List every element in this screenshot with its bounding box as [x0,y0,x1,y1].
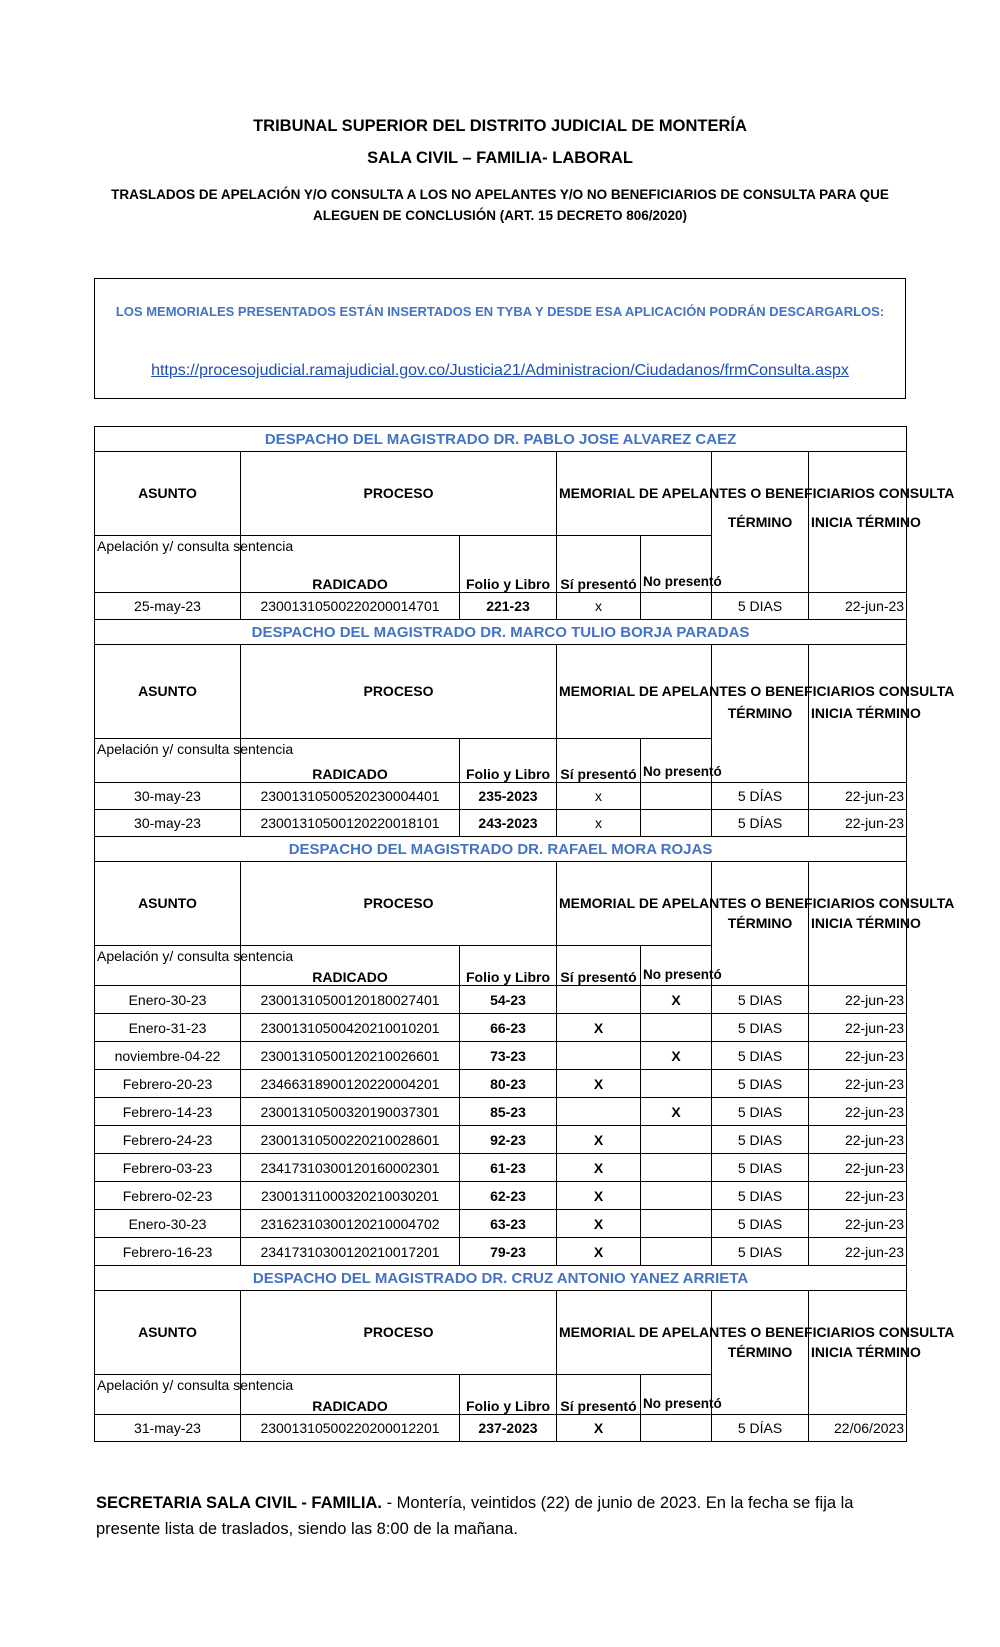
col-no: No presentó [641,536,712,593]
header-row [95,645,907,739]
cell-si: X [557,1182,641,1210]
cell-si: X [557,1238,641,1266]
info-note: LOS MEMORIALES PRESENTADOS ESTÁN INSERTADOS EN TYBA Y DESDE ESA APLICACIÓN PODRÁN DESCARGARLOS: [115,304,885,319]
table-row [95,783,907,810]
col-proceso: PROCESO [241,452,557,536]
cell-folio: 79-23 [460,1238,557,1266]
cell-no: X [641,986,712,1014]
col-radicado: RADICADO [241,536,460,593]
table-row [95,1098,907,1126]
cell-inicia: 22-jun-23 [809,1154,907,1182]
cell-inicia: 22/06/2023 [809,1415,907,1442]
cell-inicia: 22-jun-23 [809,1070,907,1098]
subtitle-line-2: ALEGUEN DE CONCLUSIÓN (ART. 15 DECRETO 806/2020) [312,208,688,223]
col-termino: TÉRMINO [712,452,809,593]
cell-fecha: 30-may-23 [95,783,241,810]
table-row [95,1210,907,1238]
col-radicado: RADICADO [241,946,460,986]
cell-termino: 5 DÍAS [712,810,809,837]
table-row [95,1415,907,1442]
cell-inicia: 22-jun-23 [809,1014,907,1042]
cell-termino: 5 DIAS [712,593,809,620]
cell-radicado: 23001310500120220018101 [241,810,460,837]
cell-no: X [641,1098,712,1126]
col-memorial: MEMORIAL DE APELANTES O BENEFICIARIOS CONSULTA [557,862,712,946]
cell-folio: 92-23 [460,1126,557,1154]
header-row [95,862,907,946]
col-no: No presentó [641,1375,712,1415]
footer-text: - Montería, veintidos (22) de junio de 2023. En la fecha se fija la presente lista de traslados, siendo las 8:00 de la mañana. [96,1494,854,1538]
cell-fecha: Febrero-20-23 [95,1070,241,1098]
cell-inicia: 22-jun-23 [809,1238,907,1266]
cell-si: X [557,1014,641,1042]
cell-fecha: Enero-30-23 [95,986,241,1014]
cell-fecha: 30-may-23 [95,810,241,837]
col-asunto: ASUNTO [95,862,241,946]
cell-inicia: 22-jun-23 [809,593,907,620]
table-row [95,1070,907,1098]
cell-no [641,1126,712,1154]
col-inicia: INICIA TÉRMINO [809,452,907,593]
table-row [95,810,907,837]
cell-fecha: 31-may-23 [95,1415,241,1442]
cell-si [557,1042,641,1070]
despacho-title: DESPACHO DEL MAGISTRADO DR. CRUZ ANTONIO YANEZ ARRIETA [95,1266,907,1291]
cell-no [641,1238,712,1266]
cell-radicado: 23001310500520230004401 [241,783,460,810]
col-no: No presentó [641,739,712,783]
col-folio: Folio y Libro [460,1375,557,1415]
table-row [95,1182,907,1210]
cell-inicia: 22-jun-23 [809,1098,907,1126]
col-asunto-sub: Apelación y/ consulta sentencia [95,739,241,783]
cell-fecha: Febrero-16-23 [95,1238,241,1266]
cell-si: x [557,593,641,620]
despacho-title-row [95,620,907,645]
col-memorial: MEMORIAL DE APELANTES O BENEFICIARIOS CONSULTA [557,452,712,536]
cell-termino: 5 DIAS [712,1042,809,1070]
cell-si: X [557,1415,641,1442]
cell-si [557,1098,641,1126]
col-proceso: PROCESO [241,1291,557,1375]
col-asunto-sub: Apelación y/ consulta sentencia [95,536,241,593]
cell-termino: 5 DIAS [712,1238,809,1266]
cell-folio: 85-23 [460,1098,557,1126]
col-asunto-sub: Apelación y/ consulta sentencia [95,1375,241,1415]
chamber-title: SALA CIVIL – FAMILIA- LABORAL [367,149,633,167]
cell-folio: 61-23 [460,1154,557,1182]
cell-radicado: 23162310300120210004702 [241,1210,460,1238]
table-row [95,1014,907,1042]
traslados-table [94,426,955,1442]
cell-folio: 235-2023 [460,783,557,810]
cell-termino: 5 DIAS [712,1126,809,1154]
cell-fecha: Enero-31-23 [95,1014,241,1042]
table-row [95,1238,907,1266]
cell-no: X [641,1042,712,1070]
cell-no [641,783,712,810]
col-si: Sí presentó [557,536,641,593]
table-row [95,1042,907,1070]
cell-si: X [557,1210,641,1238]
cell-fecha: Febrero-14-23 [95,1098,241,1126]
cell-si: X [557,1154,641,1182]
cell-termino: 5 DIAS [712,1210,809,1238]
cell-radicado: 23001310500320190037301 [241,1098,460,1126]
footer-lead: SECRETARIA SALA CIVIL - FAMILIA. [96,1494,383,1512]
cell-termino: 5 DÍAS [712,783,809,810]
col-proceso: PROCESO [241,862,557,946]
cell-inicia: 22-jun-23 [809,783,907,810]
col-termino: TÉRMINO [712,1291,809,1415]
col-folio: Folio y Libro [460,739,557,783]
cell-termino: 5 DIAS [712,1014,809,1042]
cell-radicado: 23001311000320210030201 [241,1182,460,1210]
cell-inicia: 22-jun-23 [809,1182,907,1210]
col-si: Sí presentó [557,739,641,783]
col-radicado: RADICADO [241,739,460,783]
cell-termino: 5 DIAS [712,1154,809,1182]
document-subtitle [0,184,1000,226]
col-asunto: ASUNTO [95,452,241,536]
footer-note [96,1490,916,1542]
header-row [95,452,907,536]
despacho-title-row [95,837,907,862]
table-row [95,593,907,620]
cell-fecha: noviembre-04-22 [95,1042,241,1070]
cell-radicado: 23001310500120180027401 [241,986,460,1014]
col-inicia: INICIA TÉRMINO [809,1291,907,1415]
cell-no [641,1014,712,1042]
cell-no [641,1210,712,1238]
col-no: No presentó [641,946,712,986]
despacho-title: DESPACHO DEL MAGISTRADO DR. PABLO JOSE ALVAREZ CAEZ [95,427,907,452]
cell-folio: 63-23 [460,1210,557,1238]
col-radicado: RADICADO [241,1375,460,1415]
cell-si: X [557,1126,641,1154]
cell-no [641,810,712,837]
cell-folio: 66-23 [460,1014,557,1042]
col-folio: Folio y Libro [460,946,557,986]
cell-termino: 5 DIAS [712,1098,809,1126]
col-memorial: MEMORIAL DE APELANTES O BENEFICIARIOS CONSULTA [557,645,712,739]
cell-termino: 5 DÍAS [712,1415,809,1442]
cell-no [641,593,712,620]
col-inicia: INICIA TÉRMINO [809,645,907,783]
cell-inicia: 22-jun-23 [809,1210,907,1238]
despacho-title-row [95,1266,907,1291]
cell-inicia: 22-jun-23 [809,1042,907,1070]
cell-radicado: 23001310500120210026601 [241,1042,460,1070]
cell-no [641,1070,712,1098]
cell-inicia: 22-jun-23 [809,986,907,1014]
cell-folio: 54-23 [460,986,557,1014]
col-folio: Folio y Libro [460,536,557,593]
table-row [95,1154,907,1182]
despacho-title: DESPACHO DEL MAGISTRADO DR. MARCO TULIO BORJA PARADAS [95,620,907,645]
cell-fecha: 25-may-23 [95,593,241,620]
col-termino: TÉRMINO [712,645,809,783]
cell-radicado: 23417310300120210017201 [241,1238,460,1266]
col-si: Sí presentó [557,946,641,986]
col-inicia: INICIA TÉRMINO [809,862,907,986]
cell-radicado: 23001310500220200014701 [241,593,460,620]
cell-si: X [557,1070,641,1098]
cell-folio: 237-2023 [460,1415,557,1442]
cell-inicia: 22-jun-23 [809,1126,907,1154]
col-proceso: PROCESO [241,645,557,739]
cell-inicia: 22-jun-23 [809,810,907,837]
header-row [95,1291,907,1375]
col-asunto: ASUNTO [95,1291,241,1375]
cell-si: x [557,810,641,837]
cell-folio: 73-23 [460,1042,557,1070]
cell-folio: 221-23 [460,593,557,620]
cell-no [641,1154,712,1182]
consulta-link[interactable]: https://procesojudicial.ramajudicial.gov.co/Justicia21/Administracion/Ciudadanos/frmConsulta.aspx [151,362,849,379]
table-row [95,1126,907,1154]
col-asunto-sub: Apelación y/ consulta sentencia [95,946,241,986]
cell-no [641,1182,712,1210]
cell-fecha: Febrero-03-23 [95,1154,241,1182]
cell-termino: 5 DIAS [712,1070,809,1098]
cell-radicado: 23001310500220210028601 [241,1126,460,1154]
cell-radicado: 23466318900120220004201 [241,1070,460,1098]
cell-fecha: Febrero-02-23 [95,1182,241,1210]
court-title: TRIBUNAL SUPERIOR DEL DISTRITO JUDICIAL DE MONTERÍA [253,117,747,135]
cell-radicado: 23001310500220200012201 [241,1415,460,1442]
cell-si: x [557,783,641,810]
table-row [95,986,907,1014]
cell-no [641,1415,712,1442]
info-box [94,278,906,399]
cell-si [557,986,641,1014]
despacho-title: DESPACHO DEL MAGISTRADO DR. RAFAEL MORA ROJAS [95,837,907,862]
despacho-title-row [95,427,907,452]
cell-radicado: 23001310500420210010201 [241,1014,460,1042]
cell-termino: 5 DIAS [712,1182,809,1210]
subtitle-line-1: TRASLADOS DE APELACIÓN Y/O CONSULTA A LOS NO APELANTES Y/O NO BENEFICIARIOS DE CONSULTA PARA QUE [111,187,889,202]
col-asunto: ASUNTO [95,645,241,739]
cell-radicado: 23417310300120160002301 [241,1154,460,1182]
cell-folio: 62-23 [460,1182,557,1210]
cell-termino: 5 DIAS [712,986,809,1014]
cell-fecha: Febrero-24-23 [95,1126,241,1154]
cell-folio: 80-23 [460,1070,557,1098]
col-si: Sí presentó [557,1375,641,1415]
col-memorial: MEMORIAL DE APELANTES O BENEFICIARIOS CONSULTA [557,1291,712,1375]
col-termino: TÉRMINO [712,862,809,986]
cell-folio: 243-2023 [460,810,557,837]
cell-fecha: Enero-30-23 [95,1210,241,1238]
